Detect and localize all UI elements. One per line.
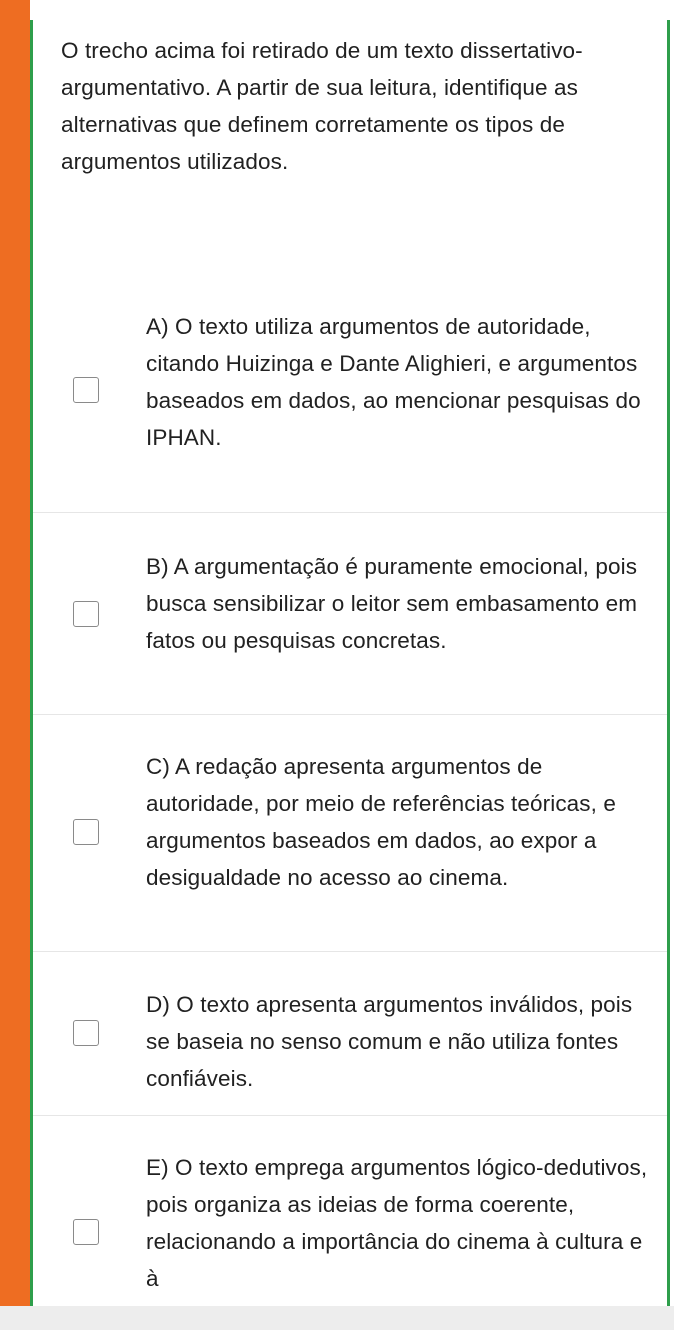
option-c-checkbox[interactable] <box>73 819 99 845</box>
option-a-label: A) O texto utiliza argumentos de autoridade, citando Huizinga e Dante Alighieri, e argumentos baseados em dados, ao mencionar pesquisas do IPHAN. <box>146 314 641 450</box>
accent-bar <box>0 0 30 1306</box>
option-c-label: C) A redação apresenta argumentos de autoridade, por meio de referências teóricas, e argumentos baseados em dados, ao expor a desigualdade no acesso ao cinema. <box>146 754 616 890</box>
bottom-bar <box>0 1306 674 1330</box>
option-e-checkbox[interactable] <box>73 1219 99 1245</box>
option-a-checkbox[interactable] <box>73 377 99 403</box>
option-b[interactable] <box>33 513 667 715</box>
option-a[interactable] <box>33 290 667 513</box>
option-e-label: E) O texto emprega argumentos lógico-dedutivos, pois organiza as ideias de forma coerente, relacionando a importância do cinema à cultura e à <box>146 1155 648 1291</box>
card-border-right <box>667 20 670 1306</box>
option-d-checkbox[interactable] <box>73 1020 99 1046</box>
question-text: O trecho acima foi retirado de um texto dissertativo-argumentativo. A partir de sua leitura, identifique as alternativas que definem corretamente os tipos de argumentos utilizados. <box>61 38 583 174</box>
option-c[interactable] <box>33 715 667 952</box>
option-b-label: B) A argumentação é puramente emocional, pois busca sensibilizar o leitor sem embasamento em fatos ou pesquisas concretas. <box>146 554 638 653</box>
option-e[interactable] <box>33 1116 667 1306</box>
option-b-checkbox[interactable] <box>73 601 99 627</box>
option-d-label: D) O texto apresenta argumentos inválidos, pois se baseia no senso comum e não utiliza fontes confiáveis. <box>146 992 633 1091</box>
option-d[interactable] <box>33 952 667 1116</box>
